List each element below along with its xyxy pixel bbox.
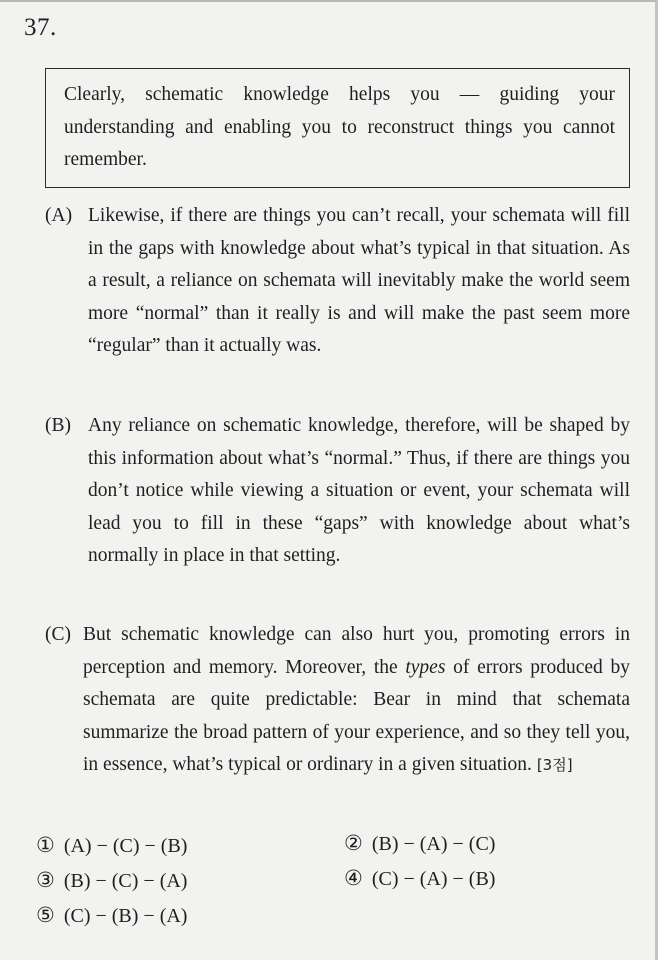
- choice-1-text: (A) − (C) − (B): [63, 835, 188, 857]
- paragraph-a-label: (A): [45, 205, 73, 226]
- choice-2-text: (B) − (A) − (C): [371, 833, 496, 855]
- question-number: 37.: [24, 14, 57, 41]
- choice-1-marker: ①: [36, 833, 55, 857]
- choice-3-text: (B) − (C) − (A): [63, 870, 188, 892]
- paragraph-c: [45, 619, 630, 782]
- choice-3[interactable]: [36, 866, 187, 895]
- paragraph-a: [45, 200, 630, 363]
- given-sentence-box: [45, 68, 630, 188]
- paragraph-c-text-part-2: of errors produced by schemata are quite predictable: Bear in mind that schemata summarize the broad pattern of your experience, and so they tell you, in essence, what’s typical or ordinary in a given situation.: [83, 656, 630, 775]
- choice-5-marker: ⑤: [36, 903, 55, 927]
- choice-4-text: (C) − (A) − (B): [371, 868, 496, 890]
- paragraph-a-text: Likewise, if there are things you can’t recall, your schemata will fill in the gaps with knowledge about what’s typical in that situation. As a result, a reliance on schemata will inevitably make the world seem more “normal” than it really is and will make the past seem more “regular” than it actually was.: [88, 205, 630, 356]
- choice-2[interactable]: [344, 829, 495, 858]
- choice-4-marker: ④: [344, 866, 363, 890]
- choice-4[interactable]: [344, 864, 495, 893]
- choice-5-text: (C) − (B) − (A): [63, 905, 188, 927]
- paragraph-c-label: (C): [45, 624, 71, 645]
- paragraph-b-label: (B): [45, 415, 71, 436]
- points-badge: [3점]: [536, 756, 573, 774]
- paragraph-b: [45, 410, 630, 573]
- paragraph-c-emphasis: types: [405, 656, 446, 678]
- choice-2-marker: ②: [344, 831, 363, 855]
- choice-1[interactable]: [36, 831, 187, 860]
- paragraph-c-text-part-1: But schematic knowledge can also hurt you, promoting errors in perception and memory. Moreover, the: [83, 624, 630, 678]
- paragraph-b-text: Any reliance on schematic knowledge, therefore, will be shaped by this information about what’s “normal.” Thus, if there are things you don’t notice while viewing a situation or event, your schemata will lead you to fill in these “gaps” with knowledge about what’s normally in place in that setting.: [88, 415, 630, 566]
- paragraph-c-text: [83, 619, 630, 782]
- given-sentence-text: Clearly, schematic knowledge helps you — guiding your understanding and enabling you to reconstruct things you cannot remember.: [64, 84, 615, 170]
- choice-5[interactable]: [36, 901, 187, 930]
- choice-3-marker: ③: [36, 868, 55, 892]
